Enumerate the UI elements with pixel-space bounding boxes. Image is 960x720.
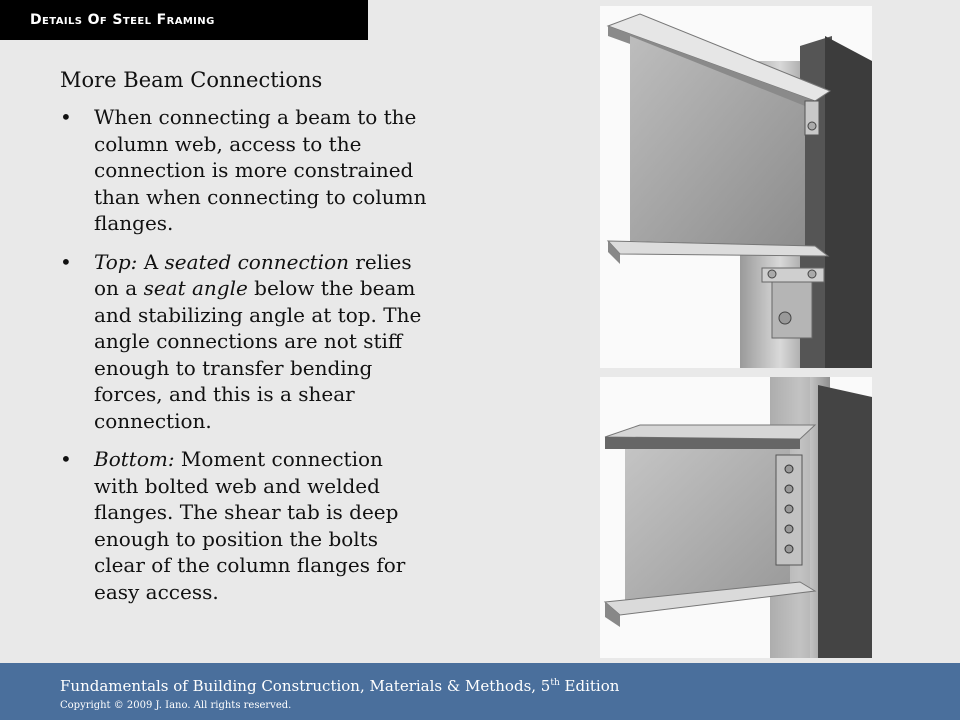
- beam-web: [625, 449, 790, 602]
- column-flange-edge: [825, 36, 872, 368]
- bullet-marker: •: [60, 249, 72, 274]
- bullet-text: relies on a: [94, 249, 412, 300]
- bullet-text: Moment connection with bolted web and welded flanges. The shear tab is deep enough to position the bolts clear of the column flanges for easy access.: [94, 447, 406, 604]
- bullet-marker: •: [60, 447, 72, 471]
- beam-top-flange: [605, 425, 815, 439]
- bullet-item: [60, 249, 430, 435]
- bullet-item: [60, 446, 430, 605]
- moment-connection-illustration: [600, 377, 872, 658]
- bolt: [785, 545, 793, 553]
- bolt: [785, 505, 793, 513]
- book-title: Fundamentals of Building Construction, Materials & Methods, 5: [60, 677, 551, 695]
- slide-title: Details Of Steel Framing: [30, 12, 215, 28]
- bolt: [785, 485, 793, 493]
- bolt: [785, 525, 793, 533]
- beam-top-flange-edge: [605, 437, 800, 449]
- slide-header: [0, 0, 368, 40]
- book-citation: [60, 677, 619, 695]
- edition-superscript: th: [550, 678, 560, 688]
- bolt: [808, 122, 816, 130]
- bullet-lead: Bottom:: [94, 447, 175, 471]
- section-subtitle: More Beam Connections: [60, 68, 323, 92]
- bolt: [779, 312, 791, 324]
- bolt: [785, 465, 793, 473]
- bullet-term: seat angle: [143, 276, 248, 300]
- bullet-marker: •: [60, 105, 72, 129]
- copyright-notice: Copyright © 2009 J. Iano. All rights reserved.: [60, 700, 292, 711]
- book-edition: Edition: [559, 677, 620, 695]
- bolt: [768, 270, 776, 278]
- bullet-lead: Top:: [94, 249, 138, 274]
- footer-bar: [0, 663, 960, 720]
- bullet-text: below the beam and stabilizing angle at top. The angle connections are not stiff enough to transfer bending forces, and this is a shear connection.: [94, 276, 422, 433]
- bullet-list: [60, 104, 430, 617]
- bullet-term: seated connection: [164, 249, 349, 274]
- seat-angle-leg: [772, 282, 812, 338]
- seated-connection-illustration: [600, 6, 872, 368]
- seated-connection-drawing: [600, 6, 872, 368]
- bullet-item: [60, 104, 430, 237]
- column-flange: [818, 385, 872, 658]
- bolt: [808, 270, 816, 278]
- moment-connection-drawing: [600, 377, 872, 658]
- bullet-text: A: [137, 249, 165, 274]
- bullet-text: When connecting a beam to the column web, access to the connection is more constrained than when connecting to column flanges.: [94, 105, 427, 235]
